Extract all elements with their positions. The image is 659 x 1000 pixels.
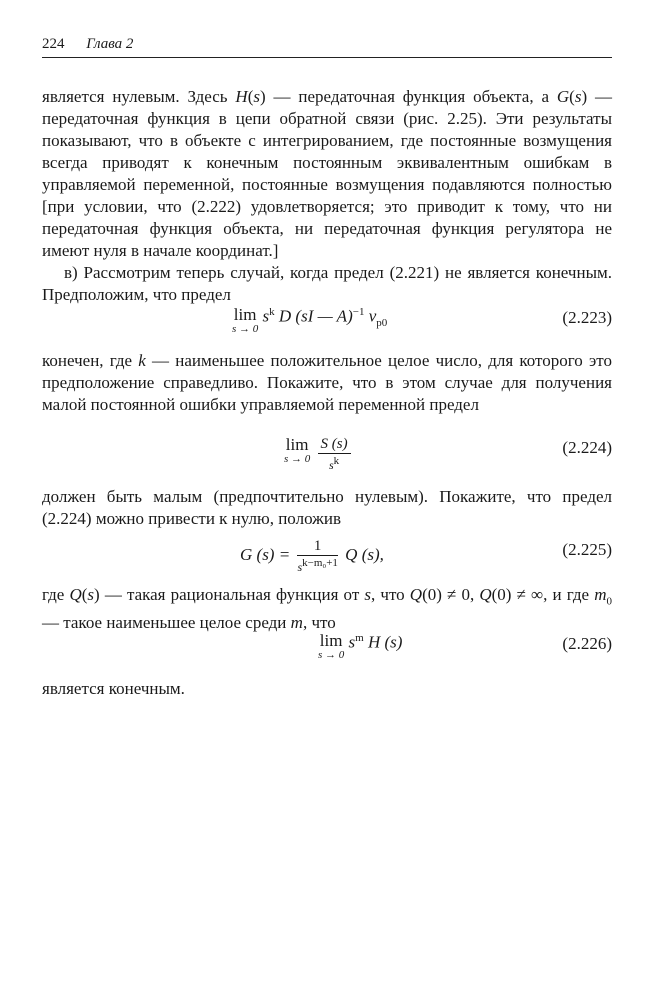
limit-operator: lim s → 0 [284, 435, 311, 465]
paragraph-6: является конечным. [42, 679, 185, 698]
equation-number: (2.224) [562, 438, 612, 457]
page-header [42, 36, 612, 58]
equation-number: (2.223) [562, 308, 612, 327]
equation-number: (2.225) [562, 540, 612, 559]
paragraph-5: где Q(s) — такая рациональная функция от s, что Q(0) ≠ 0, Q(0) ≠ ∞, и где $m_0$ — такое наименьшее целое среди m, что [42, 585, 612, 633]
chapter-title: Глава 2 [86, 36, 134, 52]
equation-number: (2.226) [562, 634, 612, 653]
equation-2-225: G (s) = $\frac{1}{s^{k-m_0+1}}$ Q (s), (2.225) [240, 538, 612, 574]
page-number: 224 [42, 36, 65, 52]
fraction: $\frac{1}{s^{k-m_0+1}}$ [297, 538, 338, 574]
limit-operator: lim s → 0 [232, 305, 259, 335]
paragraph-1: является нулевым. Здесь H(s) — передаточная функция объекта, а G(s) — передаточная функция в цепи обратной связи (рис. 2.25). Эти результаты показывают, что в объекте с интегрированием, где постоянные возмущения всегда приводят к конечным постоянным эквивалентным ошибкам в управляемой переменной, постоянные возмущения подавляются полностью [при условии, что (2.222) удовлетворяется; это приводит к тому, что ни передаточная функция объекта, ни передаточная функция регулятора не имеют нуля в начале координат.] [42, 87, 612, 260]
equation-2-226: lim s → 0 $s^m$ H (s) (2.226) [318, 631, 612, 661]
fraction: $\frac{S (s)}{s^k}$ [318, 436, 351, 472]
equation-2-223: lim s → 0 $s^k$ D (sI — A)$^{-1}$ $v_{p0}$ (2.223) [232, 305, 612, 335]
equation-2-224 [42, 436, 612, 480]
limit-operator: lim s → 0 [318, 631, 345, 661]
paragraph-4: должен быть малым (предпочтительно нулевым). Покажите, что предел (2.224) можно привести к нулю, положив [42, 487, 612, 528]
paragraph-3: конечен, где k — наименьшее положительное целое число, для которого это предположение справедливо. Покажите, что в этом случае для получения малой постоянной ошибки управляемой переменной предел [42, 351, 612, 414]
paragraph-2: в) Рассмотрим теперь случай, когда предел (2.221) не является конечным. Предположим, что предел [42, 263, 612, 304]
